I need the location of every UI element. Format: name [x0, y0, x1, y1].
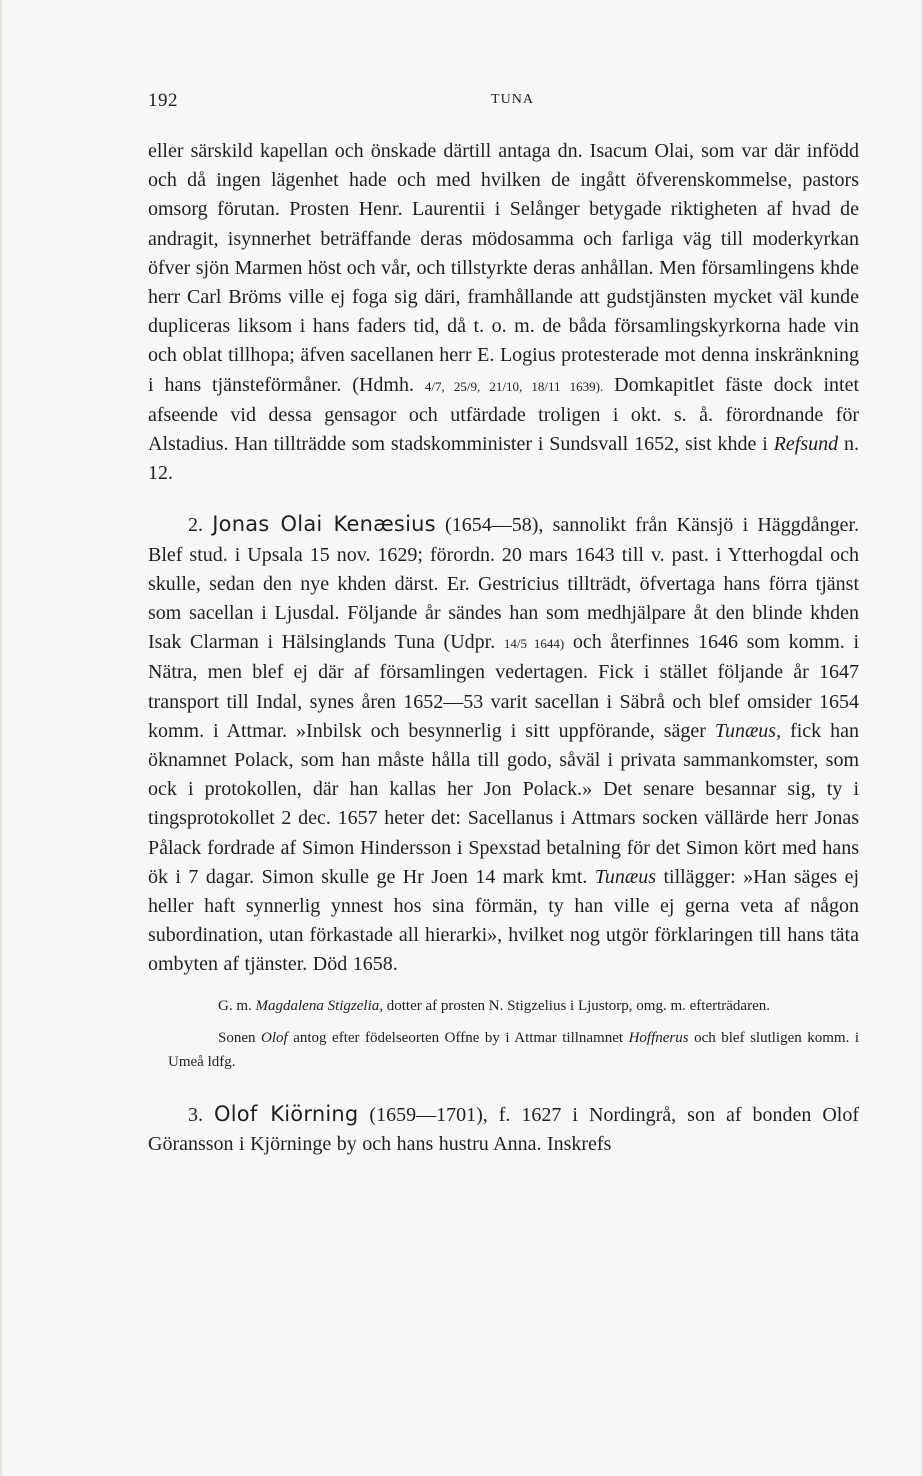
entry-text: (1654—58), sannolikt från Känsjö i Häggdånger. Blef stud. i Upsala 15 nov. 1629; förordn. 20 mars 1643 till v. past. i Ytterhogdal och skulle, sedan den nye khden därst. Er. Gestricius tillträdt, öfvertaga hans förra tjänst som sacellan i Ljusdal. Följande år sändes han som medhjälpare åt den blinde khden Isak Clarman i Hälsinglands Tuna (Udpr.: [148, 514, 860, 654]
spacer: [148, 1074, 859, 1100]
paragraph-text: Domkapitlet fäste dock intet afseende vid dessa gensagor och utfärdade troligen i okt. s. å. förordnande för Alstadius. Han tillträdde som stadskomminister i Sundsvall 1652, sist khde i: [148, 373, 860, 456]
entry-text: (1659—1701), f. 1627 i Nordingrå, son af bonden Olof Göransson i Kjörninge by och hans hustru Anna. Inskrefs: [148, 1103, 860, 1155]
note-text: antog efter födelseorten Offne by i Attmar tillnamnet: [293, 1029, 624, 1046]
note-marriage: [168, 994, 859, 1018]
entry-text: tillägger: »Han säges ej heller haft synnerlig ynnest hos sina förmän, ty han ville ej gerna veta af någon subordination, utan förkastade all hierarki», hvilket nog utgör förklaringen till hans täta ombyten af tjänster. Död 1658.: [148, 865, 860, 976]
entry-text: och återfinnes 1646 som komm. i Nätra, men blef ej där af församlingen vedertagen. Fick i stället följande år 1647 transport till Indal, synes åren 1652—53 varit sacellan i Säbrå och blef omsider 1654 komm. i Attmar. »Inbilsk och besynnerlig i sitt uppförande, säger: [148, 631, 859, 742]
running-head: TUNA: [491, 92, 534, 107]
entry-olof-kiorning: [148, 1100, 859, 1159]
entry-name: Jonas Olai Kenæsius: [212, 512, 436, 537]
page-header: [148, 90, 857, 116]
spacer: [148, 488, 859, 510]
date-fractions: 4/7, 25/9, 21/10, 18/11 1639).: [424, 378, 604, 394]
source-reference: Tunæus: [594, 865, 657, 888]
entry-number: 3.: [188, 1103, 203, 1126]
date-fraction: 14/5 1644): [503, 636, 565, 652]
place-reference: Refsund: [773, 433, 839, 456]
paragraph-text: n. 12.: [148, 433, 859, 485]
entry-jonas-olai-kenaesius: [148, 510, 859, 979]
note-text: dotter af prosten N. Stigzelius i Ljustorp, omg. m. efterträdaren.: [386, 997, 770, 1014]
person-name: Olof: [261, 1029, 288, 1046]
note-text: Sonen: [218, 1029, 256, 1046]
notes-block: [148, 994, 859, 1074]
page-number: 192: [148, 90, 178, 111]
person-name: Magdalena Stigzelia,: [255, 997, 383, 1014]
entry-text: fick han öknamnet Polack, som han måste hålla till godo, såväl i privata sammankomster, som ock i protokollen, där han kallas her Jon Polack.» Det senare besannar sig, ty i tingsprotokollet 2 dec. 1657 heter det: Sacellanus i Attmars socken vällärde herr Jonas Pålack fordrade af Simon Hindersson i Spexstad betalning för det Simon kört med hans ök i 7 dagar. Simon skulle ge Hr Joen 14 mark kmt.: [148, 719, 860, 888]
note-son: [168, 1026, 859, 1074]
note-text: G. m.: [218, 997, 252, 1014]
entry-name: Olof Kiörning: [214, 1101, 359, 1126]
note-text: och blef slutligen komm. i Umeå ldfg.: [168, 1029, 860, 1070]
person-name: Hoffnerus: [628, 1029, 689, 1046]
spacer: [148, 980, 859, 994]
paragraph-continuation: [148, 137, 859, 488]
paragraph-text: eller särskild kapellan och önskade därtill antaga dn. Isacum Olai, som var där infödd och då ingen lägenhet hade och med hvilken de ingått öfverenskommelse, pastors omsorg förutan. Prosten Henr. Laurentii i Selånger betygade riktigheten af hvad de andragit, isynnerhet beträffande deras mödosamma och farliga väg till moderkyrkan öfver sjön Marmen höst och vår, och tillstyrkte deras anhållan. Men församlingens khde herr Carl Bröms ville ej foga sig däri, framhållande att gudstjänsten mycket väl kunde dupliceras liksom i hans faders tid, då t. o. m. de båda församlingskyrkorna hade vin och oblat tillhopa; äfven sacellanen herr E. Logius protesterade mot denna inskränkning i hans tjänsteförmåner. (Hdmh.: [148, 140, 859, 396]
entry-number: 2.: [188, 514, 203, 537]
page-body: [148, 137, 859, 1159]
source-reference: Tunæus,: [714, 719, 782, 742]
